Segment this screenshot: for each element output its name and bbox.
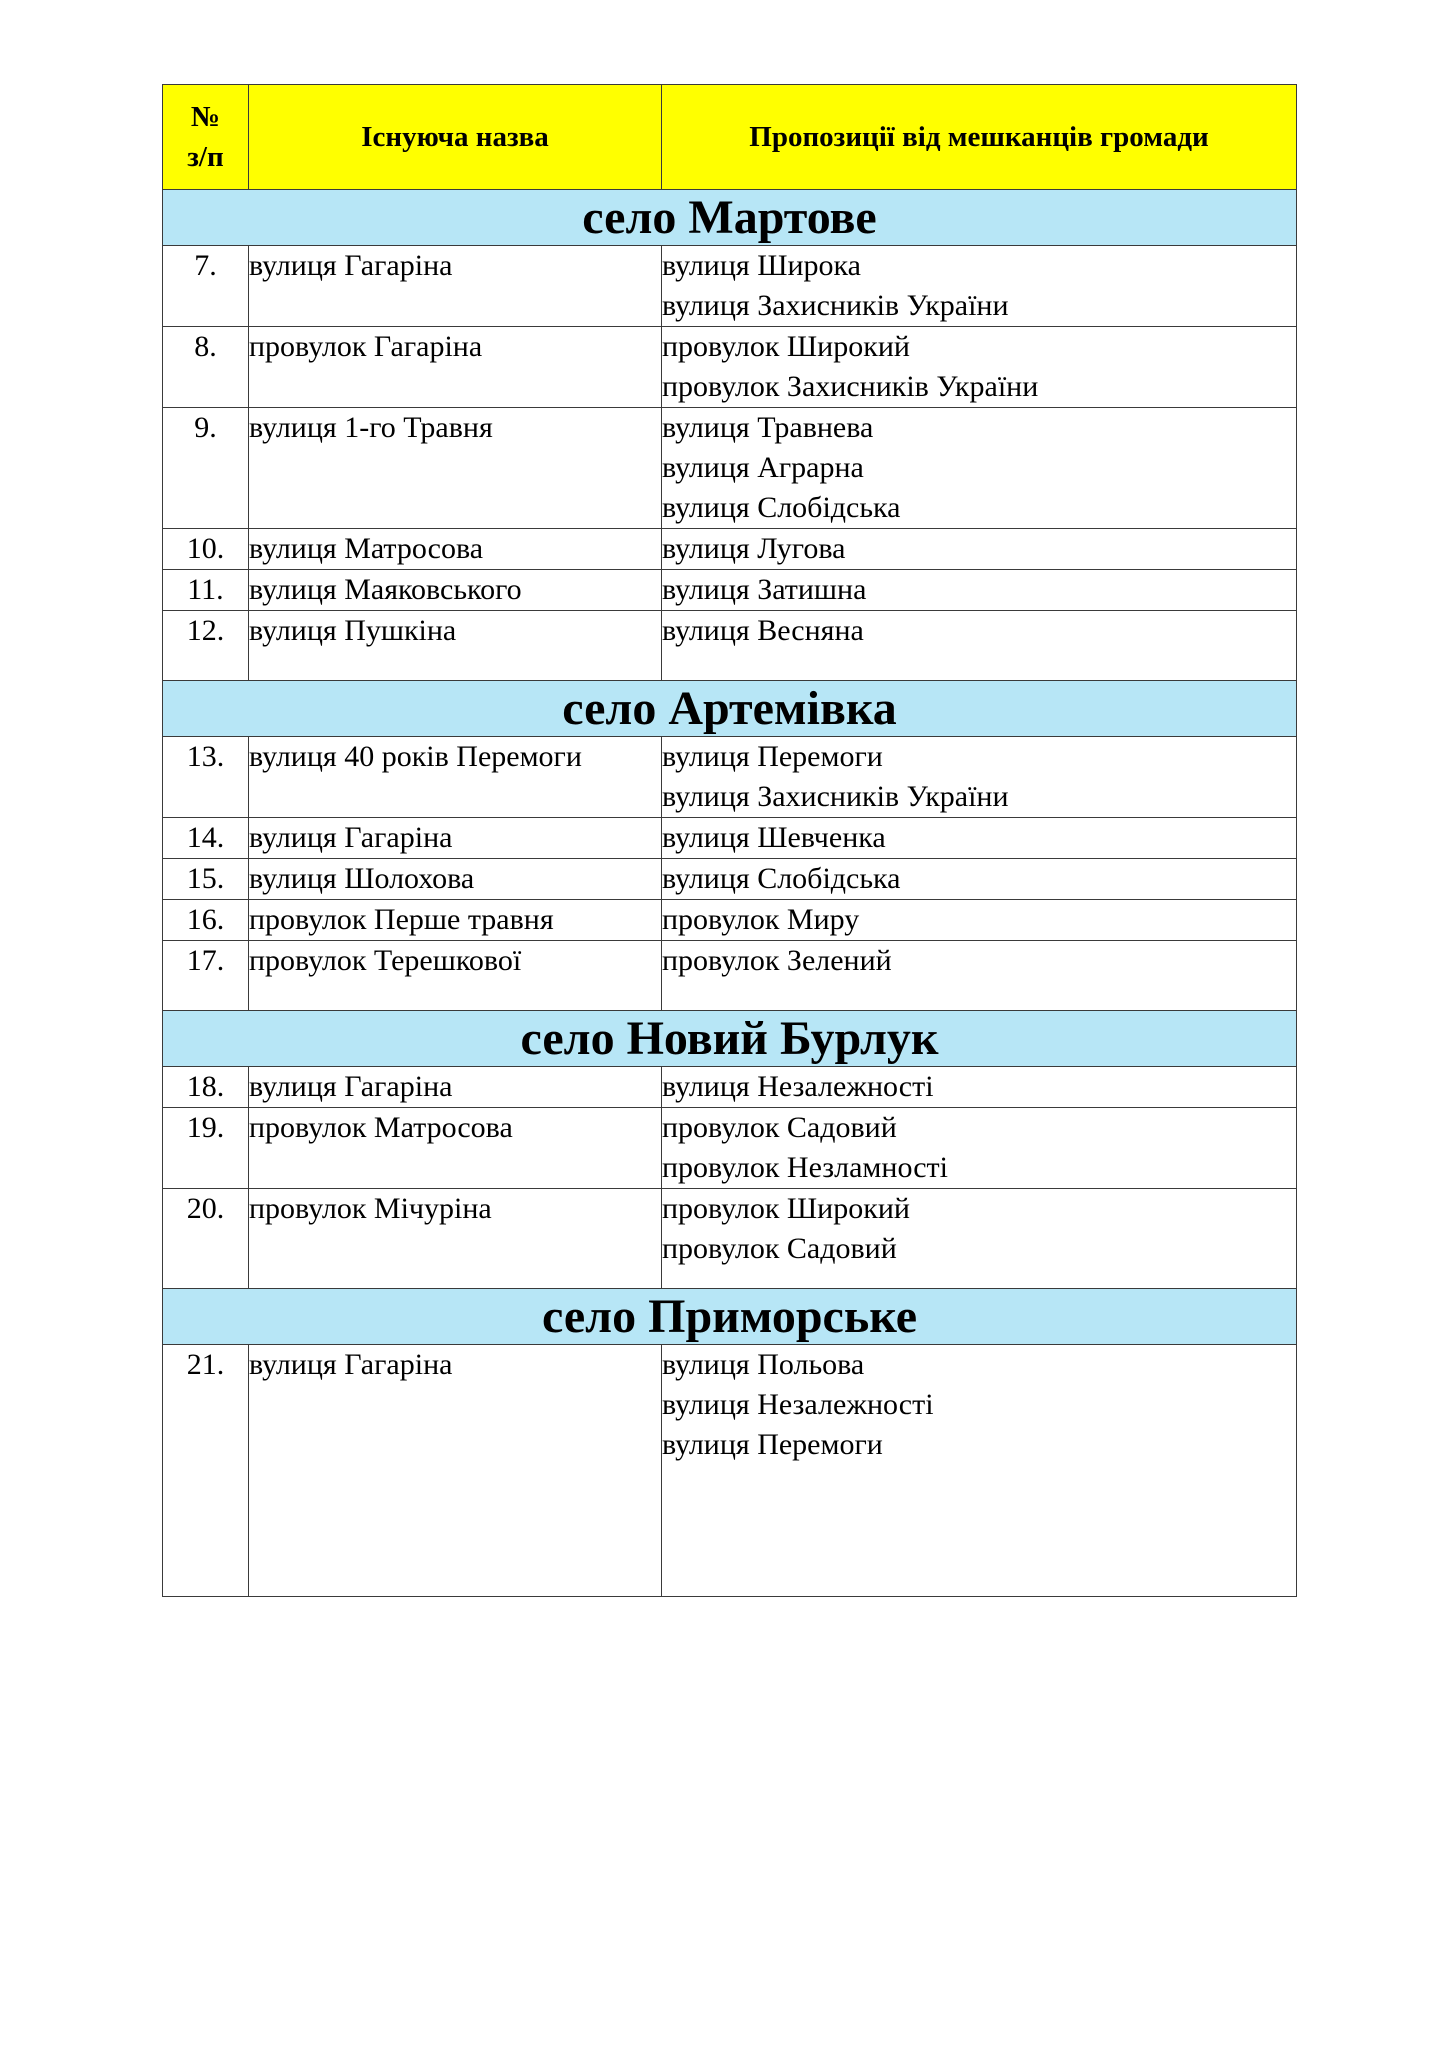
existing-name: вулиця Гагаріна — [249, 1345, 662, 1597]
existing-name: провулок Мічуріна — [249, 1189, 662, 1289]
village-row — [163, 1011, 1297, 1067]
table-row — [163, 941, 1297, 1011]
proposals-cell — [662, 570, 1297, 611]
row-number: 12. — [163, 611, 249, 681]
proposals-cell — [662, 408, 1297, 529]
proposal-item: вулиця Аграрна — [662, 451, 864, 484]
proposals-cell — [662, 529, 1297, 570]
village-name: село Артемівка — [163, 681, 1297, 737]
header-number-abbr: з/п — [187, 141, 224, 173]
table-row — [163, 570, 1297, 611]
row-number: 14. — [163, 818, 249, 859]
table-body — [163, 190, 1297, 1597]
proposal-item: вулиця Захисників України — [662, 289, 1009, 322]
proposals-cell — [662, 900, 1297, 941]
proposal-item: вулиця Слобідська — [662, 491, 901, 524]
table-row — [163, 859, 1297, 900]
header-number — [163, 85, 249, 190]
existing-name: провулок Гагаріна — [249, 327, 662, 408]
existing-name: вулиця Маяковського — [249, 570, 662, 611]
row-number: 16. — [163, 900, 249, 941]
table-row — [163, 246, 1297, 327]
row-number: 19. — [163, 1108, 249, 1189]
existing-name: провулок Перше травня — [249, 900, 662, 941]
village-name: село Мартове — [163, 190, 1297, 246]
table-row — [163, 327, 1297, 408]
row-number: 18. — [163, 1067, 249, 1108]
table-row — [163, 1067, 1297, 1108]
proposals-cell — [662, 246, 1297, 327]
table-row — [163, 900, 1297, 941]
street-renaming-table — [162, 84, 1297, 1597]
proposal-item: вулиця Незалежності — [662, 1388, 934, 1421]
table-row — [163, 1108, 1297, 1189]
proposal-item: провулок Зелений — [662, 944, 892, 977]
proposals-cell — [662, 611, 1297, 681]
proposal-item: провулок Широкий — [662, 1192, 910, 1225]
existing-name: провулок Терешкової — [249, 941, 662, 1011]
village-row — [163, 190, 1297, 246]
proposals-cell — [662, 1345, 1297, 1597]
proposals-cell — [662, 859, 1297, 900]
table-row — [163, 1345, 1297, 1597]
proposal-item: вулиця Весняна — [662, 614, 864, 647]
proposal-item: вулиця Перемоги — [662, 1428, 883, 1461]
table-row — [163, 1189, 1297, 1289]
row-number: 11. — [163, 570, 249, 611]
village-row — [163, 1289, 1297, 1345]
existing-name: провулок Матросова — [249, 1108, 662, 1189]
proposal-item: вулиця Травнева — [662, 411, 874, 444]
existing-name: вулиця Гагаріна — [249, 246, 662, 327]
row-number: 7. — [163, 246, 249, 327]
proposal-item: провулок Широкий — [662, 330, 910, 363]
proposal-item: вулиця Польова — [662, 1348, 865, 1381]
proposal-item: провулок Садовий — [662, 1232, 897, 1265]
existing-name: вулиця 1-го Травня — [249, 408, 662, 529]
proposal-item: вулиця Шевченка — [662, 821, 886, 854]
existing-name: вулиця Матросова — [249, 529, 662, 570]
proposal-item: вулиця Незалежності — [662, 1070, 934, 1103]
existing-name: вулиця Гагаріна — [249, 818, 662, 859]
table-row — [163, 737, 1297, 818]
table-row — [163, 611, 1297, 681]
proposals-cell — [662, 327, 1297, 408]
header-existing-name: Існуюча назва — [249, 85, 662, 190]
proposal-item: провулок Садовий — [662, 1111, 897, 1144]
proposal-item: вулиця Слобідська — [662, 862, 901, 895]
row-number: 8. — [163, 327, 249, 408]
proposals-cell — [662, 818, 1297, 859]
proposal-item: провулок Незламності — [662, 1151, 948, 1184]
row-number: 15. — [163, 859, 249, 900]
row-number: 17. — [163, 941, 249, 1011]
header-proposals: Пропозиції від мешканців громади — [662, 85, 1297, 190]
proposals-cell — [662, 941, 1297, 1011]
proposal-item: провулок Миру — [662, 903, 860, 936]
existing-name: вулиця Пушкіна — [249, 611, 662, 681]
existing-name: вулиця Гагаріна — [249, 1067, 662, 1108]
table-header-row — [163, 85, 1297, 190]
village-name: село Приморське — [163, 1289, 1297, 1345]
row-number: 13. — [163, 737, 249, 818]
proposals-cell — [662, 737, 1297, 818]
proposal-item: вулиця Затишна — [662, 573, 867, 606]
proposal-item: вулиця Захисників України — [662, 780, 1009, 813]
table-row — [163, 529, 1297, 570]
existing-name: вулиця 40 років Перемоги — [249, 737, 662, 818]
proposals-cell — [662, 1067, 1297, 1108]
row-number: 9. — [163, 408, 249, 529]
row-number: 21. — [163, 1345, 249, 1597]
proposals-cell — [662, 1108, 1297, 1189]
proposal-item: провулок Захисників України — [662, 370, 1039, 403]
proposal-item: вулиця Лугова — [662, 532, 846, 565]
existing-name: вулиця Шолохова — [249, 859, 662, 900]
table-row — [163, 818, 1297, 859]
proposal-item: вулиця Перемоги — [662, 740, 883, 773]
proposals-cell — [662, 1189, 1297, 1289]
table-row — [163, 408, 1297, 529]
header-number-symbol: № — [190, 101, 221, 133]
proposal-item: вулиця Широка — [662, 249, 861, 282]
village-name: село Новий Бурлук — [163, 1011, 1297, 1067]
village-row — [163, 681, 1297, 737]
row-number: 10. — [163, 529, 249, 570]
row-number: 20. — [163, 1189, 249, 1289]
